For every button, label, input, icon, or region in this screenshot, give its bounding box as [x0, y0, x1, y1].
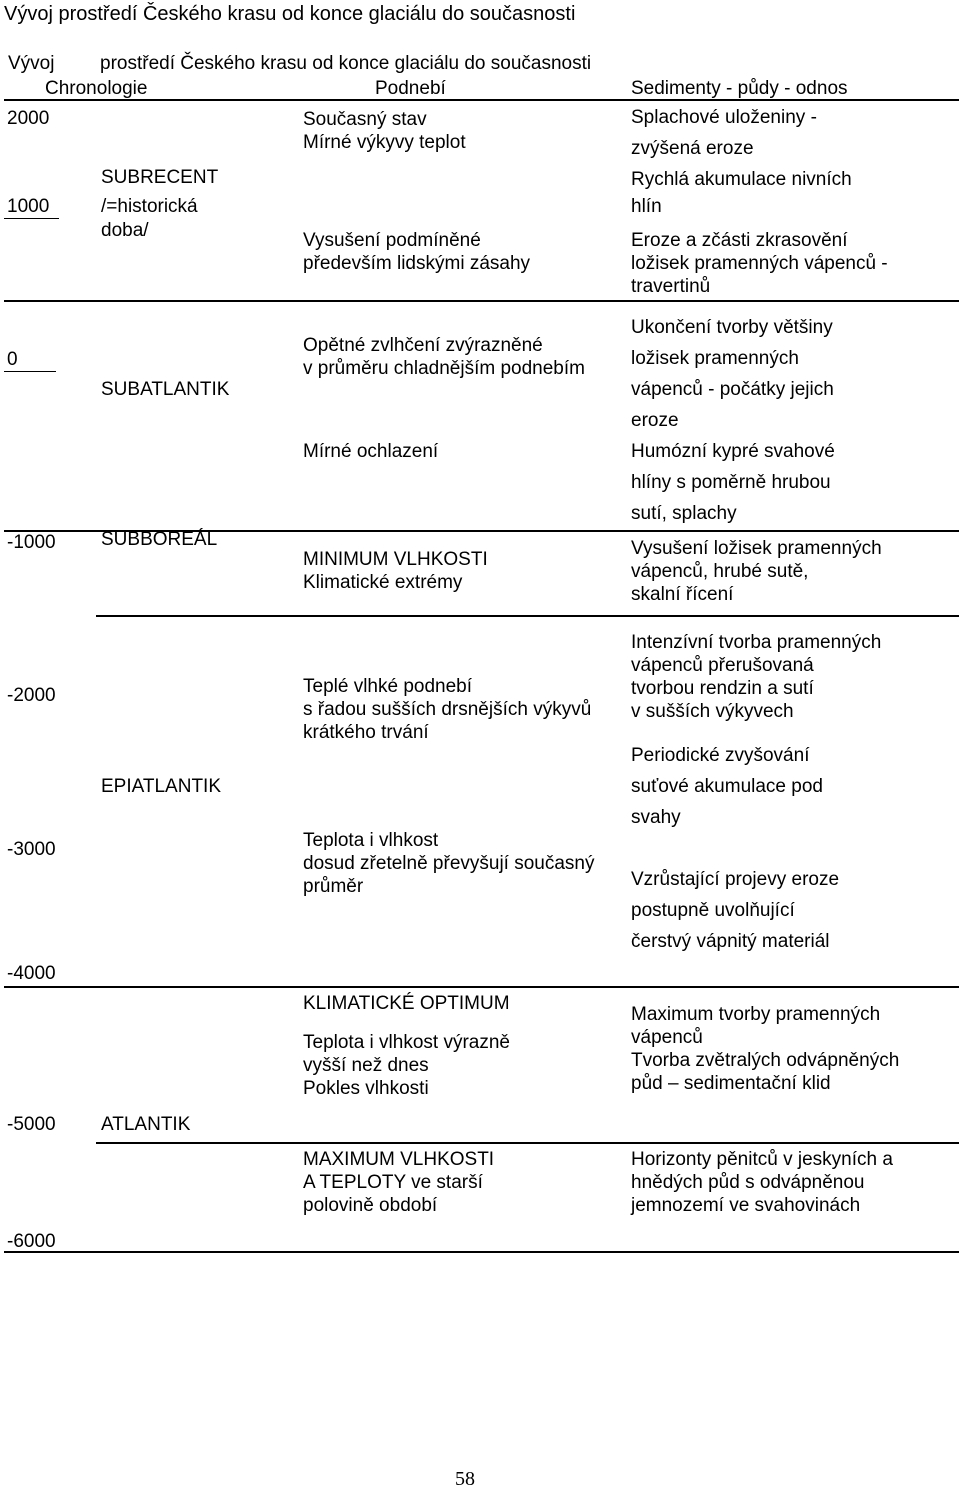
header-rule	[4, 99, 959, 101]
bottom-rule	[4, 1251, 959, 1253]
sediment-line: postupně uvolňující	[631, 900, 795, 921]
sediment-line: zvýšená eroze	[631, 138, 754, 159]
header-sediments: Sedimenty - půdy - odnos	[631, 78, 848, 99]
climate-cell: MAXIMUM VLHKOSTI A TEPLOTY ve starší polovině období	[303, 1149, 495, 1216]
period-subboreal: SUBBOREÁL	[101, 529, 218, 550]
sediment-line: hlíny s poměrně hrubou	[631, 472, 831, 493]
climate-cell: Vysušení podmíněné především lidskými zásahy	[303, 230, 531, 274]
sediment-cell: Horizonty pěnitců v jeskyních a hnědých půd s odvápněnou jemnozemí ve svahovinách	[631, 1149, 893, 1216]
climate-cell: Teplé vlhké podnebí s řadou sušších drsnějších výkyvů krátkého trvání	[303, 676, 592, 743]
sediment-line: Periodické zvyšování	[631, 745, 810, 766]
period-epiatlantik: EPIATLANTIK	[101, 776, 222, 797]
year-label: -1000	[7, 532, 56, 553]
climate-cell: MINIMUM VLHKOSTI Klimatické extrémy	[303, 549, 488, 593]
header-climate: Podnebí	[375, 78, 446, 99]
climate-cell: Opětné zvlhčení zvýrazněné v průměru chladnějším podnebím	[303, 335, 585, 379]
page-number: 58	[455, 1468, 475, 1490]
period-subrecent-note: doba/	[101, 220, 149, 241]
sediment-line: čerstvý vápnitý materiál	[631, 931, 830, 952]
sediment-cell: Vysušení ložisek pramenných vápenců, hrubé sutě, skalní řícení	[631, 538, 882, 605]
sediment-cell: Maximum tvorby pramenných vápenců Tvorba zvětralých odvápněných půd – sedimentační klid	[631, 1004, 900, 1094]
year-label: -3000	[7, 839, 56, 860]
climate-cell: Teplota i vlhkost výrazně vyšší než dnes Pokles vlhkosti	[303, 1032, 510, 1099]
sediment-line: suťové akumulace pod	[631, 776, 823, 797]
period-atlantik: ATLANTIK	[101, 1114, 191, 1135]
sediment-line: Vzrůstající projevy eroze	[631, 869, 840, 890]
year-label: -2000	[7, 685, 56, 706]
climate-cell: Mírné ochlazení	[303, 441, 439, 462]
climate-cell: Teplota i vlhkost dosud zřetelně převyšují současný průměr	[303, 830, 595, 897]
year-label: 0	[7, 349, 18, 370]
sediment-line: Splachové uloženiny -	[631, 107, 817, 128]
sediment-line: Humózní kypré svahové	[631, 441, 835, 462]
sediment-line: vápenců - počátky jejich	[631, 379, 834, 400]
table-title-part-2: prostředí Českého krasu od konce glaciálu do současnosti	[100, 53, 592, 74]
climate-cell: Současný stav Mírné výkyvy teplot	[303, 109, 466, 153]
document-title: Vývoj prostředí Českého krasu od konce glaciálu do současnosti	[4, 3, 576, 25]
period-subrecent: SUBRECENT	[101, 167, 219, 188]
sediment-cell: Intenzívní tvorba pramenných vápenců přerušovaná tvorbou rendzin a sutí v sušších výkyvech	[631, 632, 882, 722]
year-label: -5000	[7, 1114, 56, 1135]
period-subrecent-note: /=historická	[101, 196, 198, 217]
sediment-line: Ukončení tvorby většiny	[631, 317, 833, 338]
header-chronology: Chronologie	[45, 78, 148, 99]
period-boundary-rule	[4, 300, 959, 302]
year-tick-0	[4, 371, 56, 372]
table-title-part-1: Vývoj	[8, 53, 55, 74]
year-label: 1000	[7, 196, 50, 217]
sediment-line: hlín	[631, 196, 662, 217]
sediment-line: eroze	[631, 410, 679, 431]
sediment-line: sutí, splachy	[631, 503, 737, 524]
period-boundary-rule	[4, 986, 959, 988]
sediment-line: Rychlá akumulace nivních	[631, 169, 852, 190]
period-boundary-rule	[96, 1142, 959, 1144]
sediment-line: svahy	[631, 807, 681, 828]
period-subatlantik: SUBATLANTIK	[101, 379, 230, 400]
climate-cell: KLIMATICKÉ OPTIMUM	[303, 993, 510, 1014]
year-label: -6000	[7, 1231, 56, 1252]
sediment-cell: Eroze a zčásti zkrasovění ložisek pramenných vápenců - travertinů	[631, 230, 888, 297]
year-label: 2000	[7, 108, 50, 129]
year-label: -4000	[7, 963, 56, 984]
year-tick-1000	[4, 218, 59, 219]
sediment-line: ložisek pramenných	[631, 348, 799, 369]
period-boundary-rule	[96, 615, 959, 617]
